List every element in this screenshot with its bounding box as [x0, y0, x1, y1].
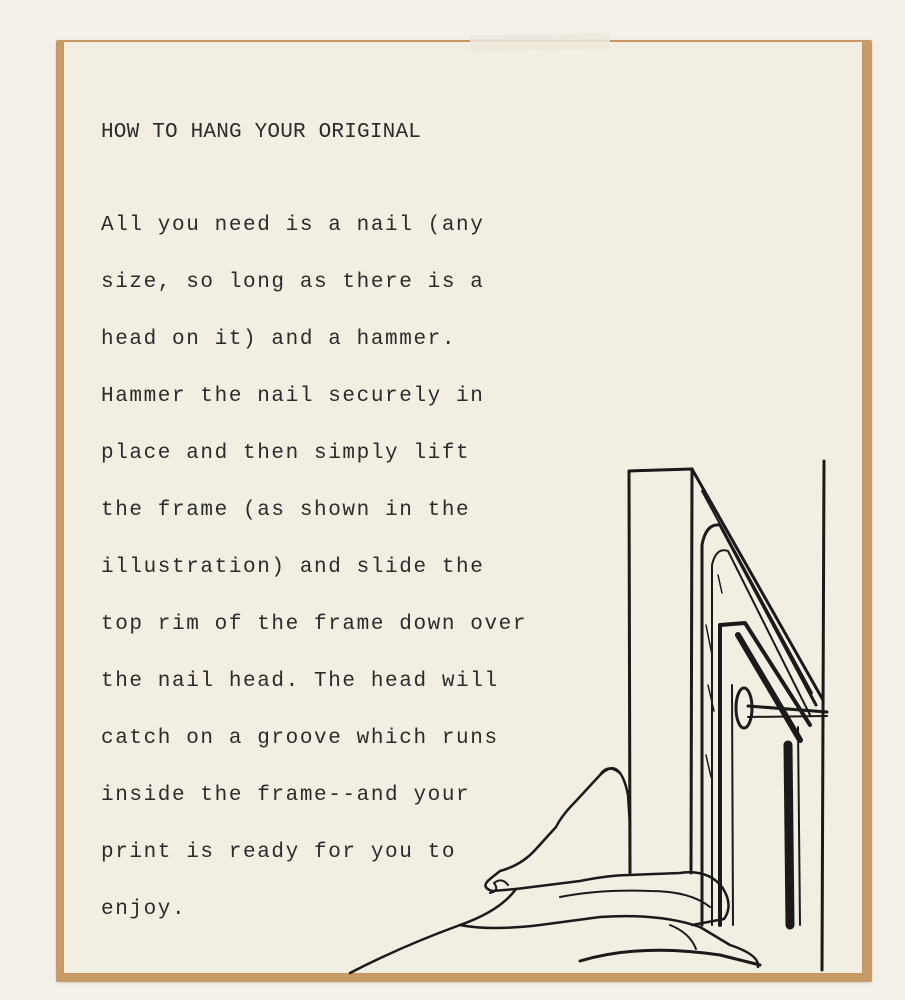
text-line: enjoy. — [101, 898, 187, 921]
frame-front — [629, 469, 692, 873]
text-line: inside the frame--and your — [101, 784, 471, 807]
text-line: catch on a groove which runs — [101, 727, 499, 750]
text-line: size, so long as there is a — [101, 271, 485, 294]
text-line: top rim of the frame down over — [101, 613, 528, 636]
text-line: Hammer the nail securely in — [101, 385, 485, 408]
hand-thumb — [485, 768, 620, 891]
text-line: head on it) and a hammer. — [101, 328, 457, 351]
nail-shaft — [748, 706, 827, 712]
sleeve — [350, 889, 516, 973]
text-line: place and then simply lift — [101, 442, 471, 465]
hanging-frame-illustration — [340, 455, 840, 975]
nail-head — [736, 688, 752, 728]
text-line: illustration) and slide the — [101, 556, 485, 579]
text-line: All you need is a nail (any — [101, 214, 485, 237]
tape-strip — [470, 33, 610, 51]
text-line: print is ready for you to — [101, 841, 457, 864]
document-title: HOW TO HANG YOUR ORIGINAL — [101, 121, 422, 144]
text-line: the nail head. The head will — [101, 670, 499, 693]
text-line: the frame (as shown in the — [101, 499, 471, 522]
